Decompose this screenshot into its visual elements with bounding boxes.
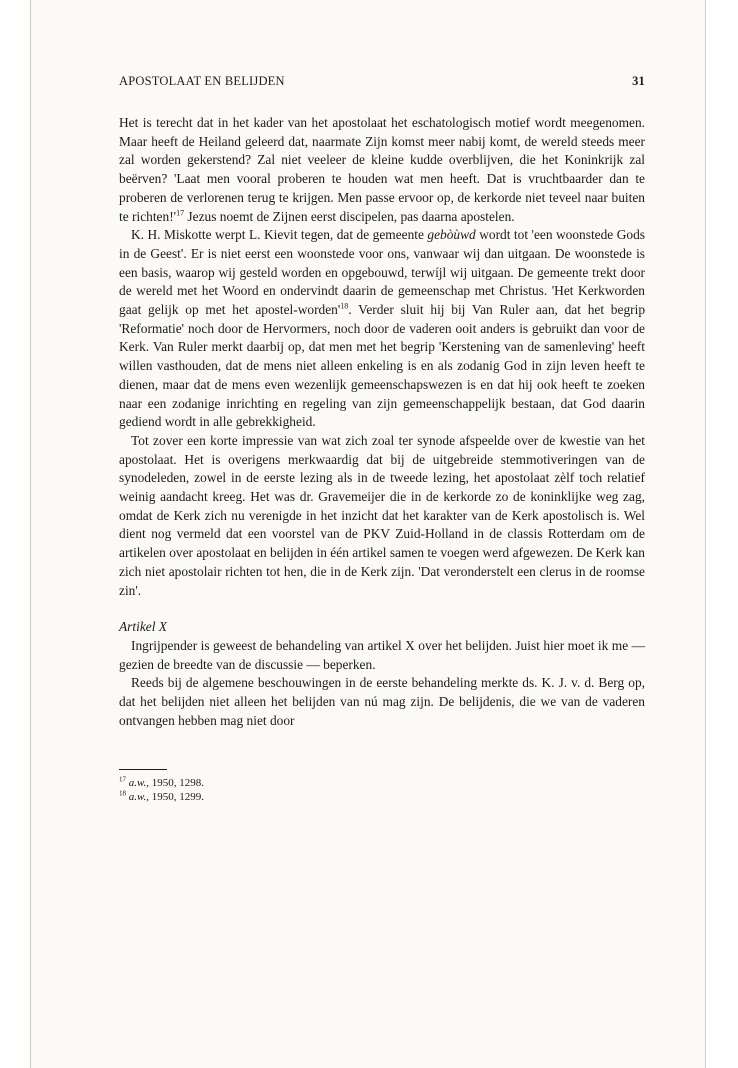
paragraph-4: Ingrijpender is geweest de behandeling van artikel X over het belijden. Juist hier moet ik me — gezien de breedte van de discussie — beperken. (119, 637, 645, 672)
running-head-title: APOSTOLAAT EN BELIJDEN (119, 74, 285, 88)
paragraph-2-text-end: . Verder sluit hij bij Van Ruler aan, dat het begrip 'Reformatie' noch door de Hervormers, noch door de vaderen ooit anders is gebruikt dan voor de Kerk. Van Ruler merkt daarbij op, dat men met het begrip 'Kerstening van de samenleving' heeft willen vasthouden, dat de mens niet alleen enkeling is en als zodanig God in zijn leven heeft te dienen, maar dat de mens even wezenlijk gemeenschapswezen is en dat hij ook heeft te zoeken naar een zodanige inrichting en regeling van zijn gemeenschappelijk bestaan, dat God daarin gediend wordt in alle gebrekkigheid. (119, 302, 646, 430)
paragraph-3: Tot zover een korte impressie van wat zich zoal ter synode afspeelde over de kwestie van het apostolaat. Het is overigens merkwaardig dat bij de uitgebreide stemmotiveringen van de synodeleden, zowel in de eerste lezing als in de tweede lezing, het apostolaat zèlf toch relatief weinig aandacht kreeg. Het was dr. Gravemeijer die in de kerkorde zo de koninklijke weg zag, omdat de Kerk zich nu verenigde in het inzicht dat het karakter van de Kerk apostolisch is. Wel dient nog vermeld dat een voorstel van de PKV Zuid-Holland in de classis Rotterdam om de artikelen over apostolaat en belijden in één artikel samen te voegen werd afgewezen. De Kerk kan zich niet apostolair richten tot hen, die in de Kerk zijn. 'Dat veronderstelt een clerus in de roomse zin'. (119, 432, 645, 598)
footnote-18 (119, 790, 645, 804)
footnote-source: a.w., (128, 790, 150, 803)
paragraph-1 (119, 114, 645, 226)
page-number: 31 (632, 74, 645, 88)
footnote-ref-17: 17 (176, 208, 185, 218)
paragraph-2 (119, 226, 645, 432)
paragraph-2-text: K. H. Miskotte werpt L. Kievit tegen, dat de gemeente (131, 227, 428, 243)
footnote-ref-18: 18 (340, 301, 349, 311)
footnote-number: 17 (119, 774, 126, 783)
running-head (119, 74, 645, 94)
footnote-divider (119, 769, 167, 770)
footnote-17 (119, 776, 645, 790)
footnotes (119, 776, 645, 804)
book-page (30, 0, 706, 1068)
footnote-ref-text: 1950, 1299. (149, 790, 205, 803)
paragraph-1-text-end: Jezus noemt de Zijnen eerst discipelen, pas daarna apostelen. (184, 208, 515, 224)
paragraph-5: Reeds bij de algemene beschouwingen in de eerste behandeling merkte ds. K. J. v. d. Berg op, dat het belijden niet alleen het belijden van nú mag zijn. De belijdenis, die we van de vaderen ontvangen hebben mag niet door (119, 675, 645, 728)
footnote-number: 18 (119, 788, 126, 797)
section-heading: Artikel X (119, 619, 167, 635)
footnote-source: a.w., (128, 776, 150, 789)
page-content (119, 74, 645, 804)
paragraph-1-text: Het is terecht dat in het kader van het apostolaat het eschatologisch motief wordt meegenomen. Maar heeft de Heiland geleerd dat, naarmate Zijn komst meer nabij komt, de wereld steeds meer zal worden gekerstend? Zal niet veeleer de kleine kudde overblijven, die het Koninkrijk zal beërven? 'Laat men vooral proberen te houden wat men heeft. Dat is vruchtbaarder dan te proberen de verlorenen terug te krijgen. Men passe ervoor op, de kerkorde niet teveel naar buiten te richten!' (119, 115, 645, 224)
paragraph-2-emphasis: gebòùwd (427, 227, 476, 243)
paragraph-2-text-mid: wordt tot 'een woonstede Gods in de Geest'. Er is niet eerst een woonstede voor ons, vanwaar wij dan uitgaan. De woonstede is een basis, waarop wij gesteld worden en opgebouwd, terwíjl wij uitgaan. De gemeente trekt door de wereld met het Woord en ondervindt daarin de gemeenschap met Christus. 'Het Kerkworden gaat gelijk op met het apostel-worden' (119, 227, 645, 318)
body-text (119, 114, 645, 731)
footnote-ref-text: 1950, 1298. (149, 776, 205, 789)
